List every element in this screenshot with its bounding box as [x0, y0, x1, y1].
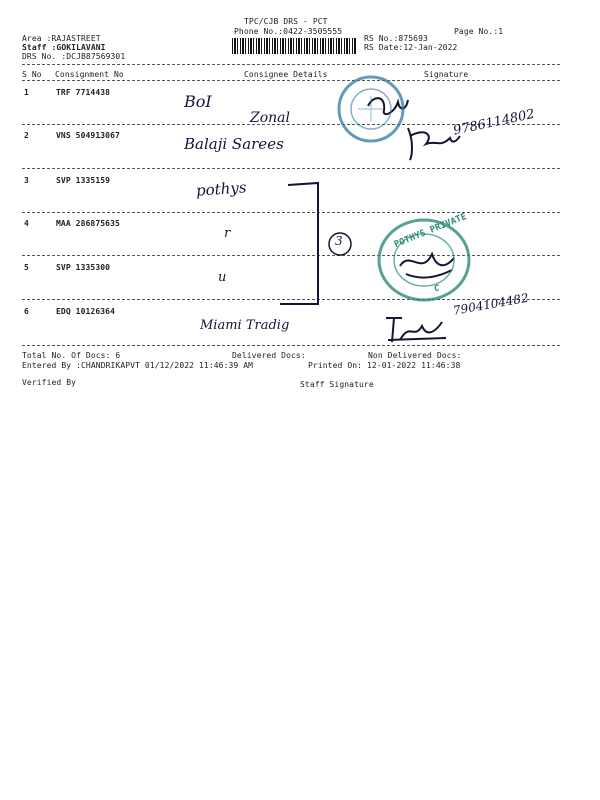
non-delivered-docs: Non Delivered Docs: — [368, 351, 462, 360]
verified-by: Verified By — [22, 378, 77, 387]
delivered-docs: Delivered Docs: — [232, 351, 306, 360]
row-divider — [22, 168, 560, 169]
row-sno: 2 — [24, 131, 29, 140]
handwritten-phone-row2: 9786114802 — [452, 106, 537, 139]
rs-number: RS No.:875693 — [364, 34, 428, 43]
handwritten-circled-number: 3 — [335, 234, 343, 248]
row-sno: 5 — [24, 263, 29, 272]
staff-label: Staff :GOKILAVANI — [22, 43, 106, 52]
column-sno: S No — [22, 70, 42, 79]
row-consignment: SVP 1335159 — [56, 176, 111, 185]
row-sno: 4 — [24, 219, 29, 228]
column-signature: Signature — [424, 70, 469, 79]
rs-date: RS Date:12-Jan-2022 — [364, 43, 458, 52]
handwritten-consignee-row3: pothys — [195, 178, 248, 200]
row-consignment: MAA 286875635 — [56, 219, 120, 228]
document-title: TPC/CJB DRS - PCT — [244, 17, 328, 26]
stamp-letter: C — [434, 284, 440, 294]
stamp-text: POTHYS PRIVATE — [392, 211, 469, 251]
handwritten-ditto-row4: r — [224, 226, 231, 241]
handwritten-consignee-row1: BoI — [184, 92, 212, 111]
divider — [22, 80, 560, 81]
handwritten-ditto-row5: u — [218, 270, 227, 285]
signature-row6 — [380, 310, 450, 346]
handwritten-consignee-row6: Miami Tradig — [200, 318, 290, 333]
row-sno: 6 — [24, 307, 29, 316]
page-number: Page No.:1 — [454, 27, 504, 36]
drs-number: DRS No. :DCJB87569301 — [22, 52, 126, 61]
row-consignment: EDQ 10126364 — [56, 307, 115, 316]
row-consignment: SVP 1335300 — [56, 263, 111, 272]
entered-by: Entered By :CHANDRIKAPVT 01/12/2022 11:46:39 AM — [22, 361, 254, 370]
handwritten-consignee-row1-extra: Zonal — [250, 110, 290, 126]
row-consignment: TRF 7714438 — [56, 88, 111, 97]
handwritten-bracket — [270, 176, 360, 311]
row-sno: 3 — [24, 176, 29, 185]
row-consignment: VNS 504913067 — [56, 131, 120, 140]
column-consignee: Consignee Details — [244, 70, 328, 79]
area-label: Area :RAJASTREET — [22, 34, 101, 43]
row-divider — [22, 345, 560, 346]
signature-row2 — [402, 122, 462, 166]
handwritten-consignee-row2: Balaji Sarees — [184, 135, 284, 153]
barcode — [232, 38, 356, 54]
handwritten-phone-row6: 7904104482 — [452, 290, 530, 318]
row-sno: 1 — [24, 88, 29, 97]
total-docs: Total No. Of Docs: 6 — [22, 351, 121, 360]
rubber-stamp-upper — [336, 64, 406, 154]
printed-on: Printed On: 12-01-2022 11:46:38 — [308, 361, 461, 370]
staff-signature: Staff Signature — [300, 380, 374, 389]
divider — [22, 64, 560, 65]
column-consignment: Consignment No — [55, 70, 124, 79]
phone-number: Phone No.:0422-3505555 — [234, 27, 343, 36]
